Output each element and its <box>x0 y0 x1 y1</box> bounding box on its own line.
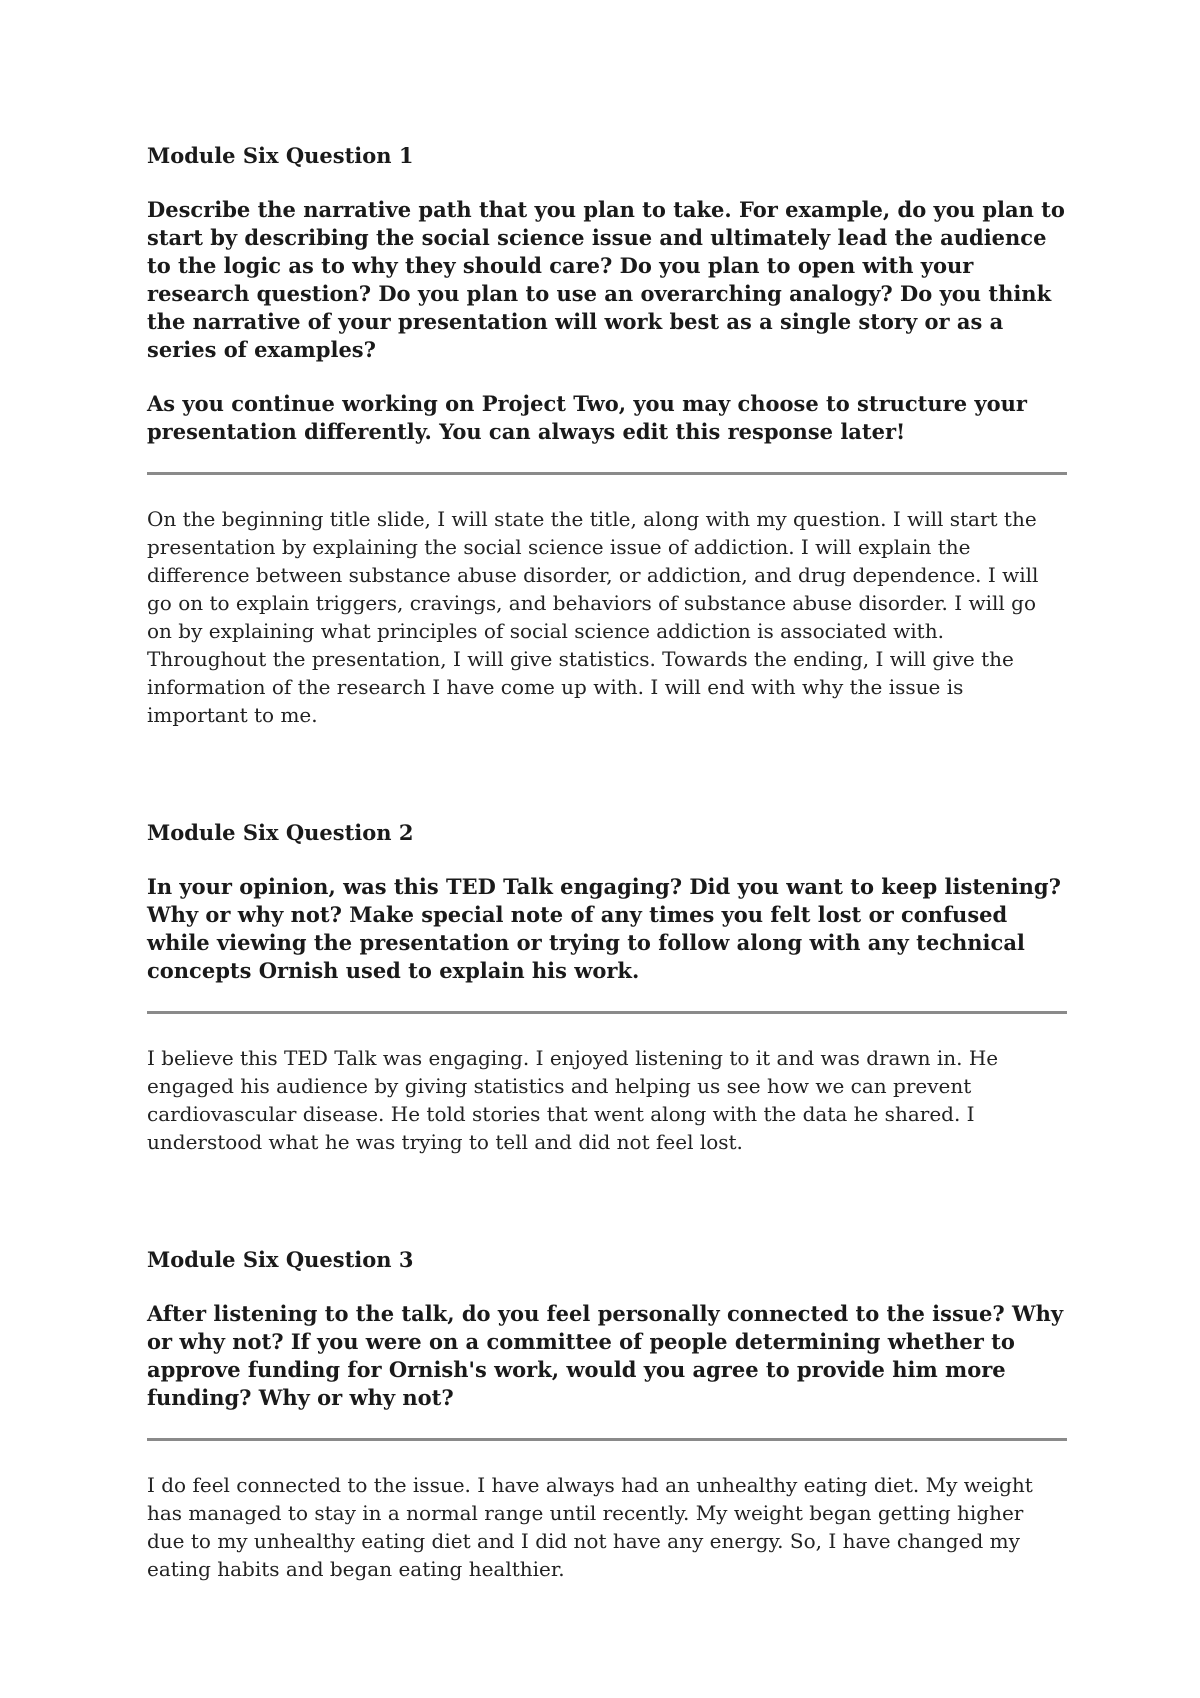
question-section-2 <box>147 819 1067 1156</box>
answer-text: I do feel connected to the issue. I have always had an unhealthy eating diet. My weight has managed to stay in a normal range until recently. My weight began getting higher due to my unhealthy eating diet and I did not have any energy. So, I have changed my eating habits and began eating healthier. <box>147 1473 1033 1581</box>
answer-text: On the beginning title slide, I will state the title, along with my question. I will start the presentation by explaining the social science issue of addiction. I will explain the difference between substance abuse disorder, or addiction, and drug dependence. I will go on to explain triggers, cravings, and behaviors of substance abuse disorder. I will go on by explaining what principles of social science addiction is associated with. Throughout the presentation, I will give statistics. Towards the ending, I will give the information of the research I have come up with. I will end with why the issue is important to me. <box>147 507 1039 727</box>
question-title: Module Six Question 3 <box>147 1247 414 1272</box>
question-title: Module Six Question 1 <box>147 143 414 168</box>
question-prompt-note: As you continue working on Project Two, you may choose to structure your presentation differently. You can always edit this response later! <box>147 391 1027 444</box>
question-section-3 <box>147 1246 1067 1583</box>
answer-text: I believe this TED Talk was engaging. I enjoyed listening to it and was drawn in. He engaged his audience by giving statistics and helping us see how we can prevent cardiovascular disease. He told stories that went along with the data he shared. I understood what he was trying to tell and did not feel lost. <box>147 1046 999 1154</box>
question-section-1 <box>147 142 1067 729</box>
divider <box>147 1011 1067 1014</box>
question-prompt: In your opinion, was this TED Talk engaging? Did you want to keep listening? Why or why not? Make special note of any times you felt lost or confused while viewing the presentation or trying to follow along with any technical concepts Ornish used to explain his work. <box>147 874 1061 983</box>
document-page <box>147 142 1067 1583</box>
question-prompt: Describe the narrative path that you plan to take. For example, do you plan to start by describing the social science issue and ultimately lead the audience to the logic as to why they should care? Do you plan to open with your research question? Do you plan to use an overarching analogy? Do you think the narrative of your presentation will work best as a single story or as a series of examples? <box>147 197 1065 362</box>
divider <box>147 472 1067 475</box>
spacer <box>147 1156 1067 1246</box>
question-title: Module Six Question 2 <box>147 820 414 845</box>
divider <box>147 1438 1067 1441</box>
spacer <box>147 729 1067 819</box>
question-prompt: After listening to the talk, do you feel personally connected to the issue? Why or why not? If you were on a committee of people determining whether to approve funding for Ornish's work, would you agree to provide him more funding? Why or why not? <box>147 1301 1064 1410</box>
